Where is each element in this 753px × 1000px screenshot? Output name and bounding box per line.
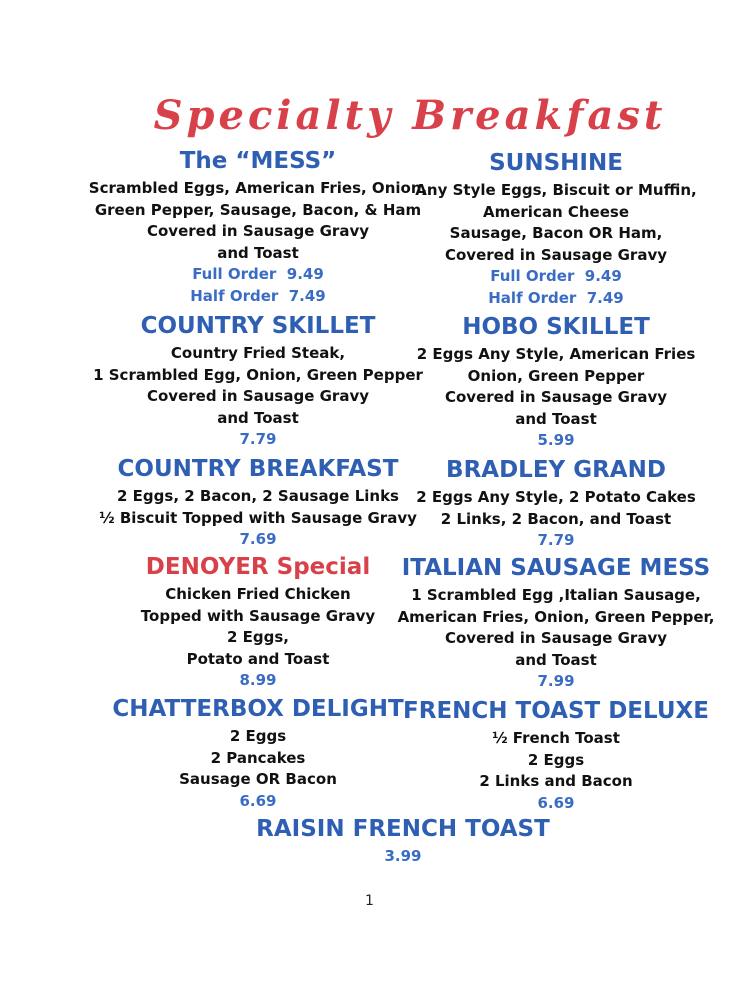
menu-item-chatterbox-delight — [112, 696, 403, 812]
menu-item-italian-sausage-mess — [398, 555, 715, 693]
menu-item-name: SUNSHINE — [489, 150, 623, 176]
price-line: 6.69 — [537, 793, 575, 812]
description-line: Potato and Toast — [186, 649, 330, 668]
price-line: 7.69 — [239, 530, 277, 548]
menu-item-price — [416, 530, 696, 552]
menu-item-country-skillet — [93, 313, 423, 451]
menu-item-price — [403, 793, 709, 815]
description-line: and Toast — [515, 650, 597, 669]
description-line: 2 Eggs — [229, 727, 287, 745]
description-line: and Toast — [515, 409, 597, 428]
menu-item-name: COUNTRY BREAKFAST — [117, 456, 399, 482]
menu-item-description — [403, 728, 709, 793]
description-line: Covered in Sausage Gravy — [146, 222, 369, 240]
price-line: 7.99 — [537, 672, 575, 690]
price-line: Half Order 7.49 — [488, 288, 624, 307]
price-line: 7.79 — [239, 430, 277, 448]
menu-item-french-toast-deluxe — [403, 698, 709, 814]
description-line: 2 Eggs, — [226, 628, 289, 646]
description-line: 2 Eggs, 2 Bacon, 2 Sausage Links — [117, 487, 399, 505]
description-line: Topped with Sausage Gravy — [140, 606, 376, 625]
description-line: ½ Biscuit Topped with Sausage Gravy — [99, 508, 417, 527]
description-line: 1 Scrambled Egg, Onion, Green Pepper — [93, 365, 423, 384]
menu-item-name: HOBO SKILLET — [462, 314, 650, 340]
description-line: Scrambled Eggs, American Fries, Onion, — [88, 179, 428, 197]
menu-item-price — [398, 671, 715, 693]
menu-item-hobo-skillet — [417, 314, 696, 452]
price-line: 5.99 — [537, 431, 575, 449]
description-line: American Cheese — [482, 202, 630, 221]
menu-item-name: BRADLEY GRAND — [446, 457, 666, 483]
menu-item-description — [141, 584, 375, 670]
price-line: Half Order 7.49 — [190, 286, 326, 305]
price-line: Full Order 9.49 — [192, 265, 324, 283]
description-line: ½ French Toast — [492, 729, 620, 747]
menu-item-mess — [89, 148, 427, 307]
description-line: Covered in Sausage Gravy — [444, 388, 668, 406]
menu-item-description — [415, 180, 696, 266]
menu-item-description — [89, 178, 427, 264]
page-number: 1 — [365, 893, 374, 909]
description-line: Covered in Sausage Gravy — [146, 387, 369, 405]
price-line: 6.69 — [239, 791, 277, 810]
menu-item-price — [415, 266, 696, 309]
price-line: 3.99 — [384, 847, 422, 865]
description-line: Covered in Sausage Gravy — [444, 245, 668, 264]
menu-item-price — [99, 529, 417, 551]
price-line: 8.99 — [239, 671, 277, 689]
menu-item-name: FRENCH TOAST DELUXE — [403, 698, 709, 724]
menu-item-denoyer-special — [141, 554, 375, 692]
description-line: Green Pepper, Sausage, Bacon, & Ham — [94, 200, 422, 219]
price-line: 7.79 — [537, 531, 575, 549]
description-line: Onion, Green Pepper — [467, 366, 645, 385]
description-line: Country Fried Steak, — [170, 344, 346, 362]
menu-item-price — [256, 846, 550, 868]
menu-item-price — [112, 791, 403, 813]
menu-item-name: DENOYER Special — [145, 554, 371, 580]
menu-item-description — [93, 343, 423, 429]
description-line: American Fries, Onion, Green Pepper, — [397, 607, 715, 626]
menu-item-bradley-grand — [416, 457, 696, 552]
description-line: 1 Scrambled Egg ,Italian Sausage, — [411, 586, 701, 604]
description-line: 2 Eggs Any Style, 2 Potato Cakes — [416, 488, 696, 506]
menu-item-description — [112, 726, 403, 791]
description-line: 2 Eggs Any Style, American Fries — [416, 345, 696, 363]
description-line: Any Style Eggs, Biscuit or Muffin, — [415, 181, 697, 199]
description-line: Sausage, Bacon OR Ham, — [449, 224, 663, 242]
price-line: Full Order 9.49 — [490, 267, 622, 285]
menu-item-description — [417, 344, 696, 430]
menu-item-price — [141, 670, 375, 692]
menu-item-sunshine — [415, 150, 696, 309]
description-line: Chicken Fried Chicken — [165, 585, 351, 603]
menu-item-description — [99, 486, 417, 529]
description-line: Sausage OR Bacon — [179, 770, 337, 788]
menu-item-price — [93, 429, 423, 451]
menu-item-raisin-french-toast — [256, 816, 550, 868]
menu-item-price — [89, 264, 427, 307]
menu-item-name: CHATTERBOX DELIGHT — [112, 696, 404, 722]
menu-item-name: The “MESS” — [179, 148, 337, 174]
description-line: and Toast — [217, 408, 299, 427]
menu-item-name: COUNTRY SKILLET — [140, 313, 376, 339]
description-line: and Toast — [217, 243, 299, 262]
description-line: 2 Links and Bacon — [479, 772, 633, 790]
description-line: 2 Pancakes — [210, 748, 306, 767]
menu-item-country-breakfast — [99, 456, 417, 551]
menu-item-name: ITALIAN SAUSAGE MESS — [401, 555, 711, 581]
description-line: 2 Eggs — [527, 750, 585, 769]
description-line: 2 Links, 2 Bacon, and Toast — [440, 509, 672, 528]
menu-item-name: RAISIN FRENCH TOAST — [256, 816, 550, 842]
menu-item-description — [398, 585, 715, 671]
menu-item-price — [417, 430, 696, 452]
description-line: Covered in Sausage Gravy — [444, 629, 668, 647]
menu-item-description — [416, 487, 696, 530]
menu-title: Specialty Breakfast — [153, 92, 667, 139]
